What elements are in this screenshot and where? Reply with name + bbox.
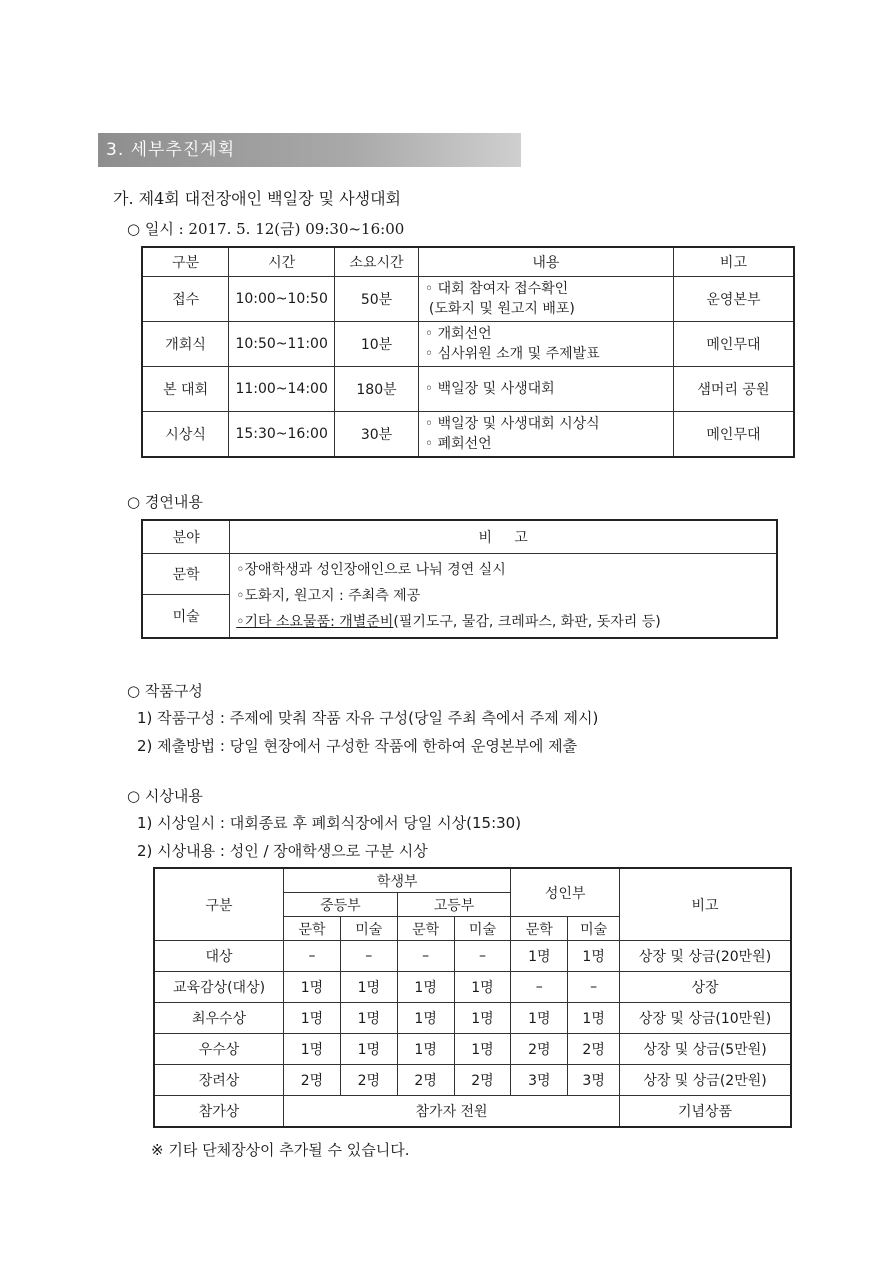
awards-row (154, 1003, 791, 1034)
awards-header-art: 미술 (454, 917, 511, 941)
content-line: ◦ 심사위원 소개 및 주제발표 (424, 346, 600, 362)
schedule-row (142, 412, 794, 458)
award-note: 상장 및 상금(10만원) (620, 1003, 791, 1034)
contest-note-underlined: ◦기타 소요물품: 개별준비 (236, 613, 394, 630)
award-all-participants: 참가자 전원 (284, 1096, 620, 1128)
award-count: 1명 (454, 1003, 511, 1034)
award-count: 1명 (340, 1003, 397, 1034)
schedule-content (418, 367, 673, 412)
award-count: 2명 (284, 1065, 341, 1096)
award-count: 2명 (340, 1065, 397, 1096)
contest-field-art: 미술 (142, 595, 230, 639)
award-count: 1명 (397, 1003, 454, 1034)
schedule-header-category: 구분 (142, 247, 229, 277)
award-count: 3명 (568, 1065, 620, 1096)
award-name: 교육감상(대상) (154, 972, 284, 1003)
contest-field-literature: 문학 (142, 554, 230, 595)
awards-row (154, 972, 791, 1003)
content-line: ◦ 백일장 및 사생대회 시상식 (424, 416, 600, 432)
schedule-row (142, 277, 794, 322)
award-count: 1명 (454, 1034, 511, 1065)
event-date: ○ 일시 : 2017. 5. 12(금) 09:30~16:00 (127, 220, 405, 238)
awards-header-adult: 성인부 (511, 868, 620, 917)
content-line: ◦ 개회선언 (424, 326, 492, 342)
awards-header-row (154, 868, 791, 893)
awards-item: 1) 시상일시 : 대회종료 후 폐회식장에서 당일 시상(15:30) (137, 814, 522, 832)
awards-header-lit: 문학 (284, 917, 341, 941)
award-name: 최우수상 (154, 1003, 284, 1034)
award-name: 장려상 (154, 1065, 284, 1096)
awards-header-middle: 중등부 (284, 893, 398, 917)
awards-header-lit: 문학 (397, 917, 454, 941)
award-count: – (397, 941, 454, 972)
schedule-category: 시상식 (142, 412, 229, 458)
award-count: 2명 (397, 1065, 454, 1096)
contest-note-rest: (필기도구, 물감, 크레파스, 화판, 돗자리 등) (393, 613, 661, 630)
event-heading: 가. 제4회 대전장애인 백일장 및 사생대회 (113, 189, 401, 208)
award-count: 1명 (454, 972, 511, 1003)
award-count: – (511, 972, 568, 1003)
schedule-time: 11:00~14:00 (229, 367, 335, 412)
schedule-table (141, 246, 795, 458)
section-title-banner: 3. 세부추진계획 (98, 133, 521, 167)
award-note: 상장 및 상금(20만원) (620, 941, 791, 972)
awards-header-student: 학생부 (284, 868, 511, 893)
composition-item: 1) 작품구성 : 주제에 맞춰 작품 자유 구성(당일 주최 측에서 주제 제시) (137, 709, 599, 727)
schedule-duration: 10분 (335, 322, 419, 367)
contest-header-row (142, 520, 777, 554)
award-note: 상장 및 상금(2만원) (620, 1065, 791, 1096)
content-line: ◦ 백일장 및 사생대회 (424, 381, 555, 397)
award-count: 1명 (284, 1003, 341, 1034)
award-count: 1명 (511, 1003, 568, 1034)
award-note: 상장 및 상금(5만원) (620, 1034, 791, 1065)
awards-header-note: 비고 (620, 868, 791, 941)
contest-notes (230, 554, 777, 639)
contest-table (141, 519, 778, 639)
schedule-duration: 30분 (335, 412, 419, 458)
contest-note-line: ◦장애학생과 성인장애인으로 나눠 경연 실시 (236, 561, 506, 578)
schedule-note: 메인무대 (673, 322, 794, 367)
schedule-header-content: 내용 (418, 247, 673, 277)
award-count: 1명 (340, 1034, 397, 1065)
awards-header-lit: 문학 (511, 917, 568, 941)
schedule-content (418, 322, 673, 367)
award-count: – (568, 972, 620, 1003)
award-count: 1명 (284, 972, 341, 1003)
awards-item: 2) 시상내용 : 성인 / 장애학생으로 구분 시상 (137, 842, 428, 860)
award-name: 우수상 (154, 1034, 284, 1065)
contest-title: ○ 경연내용 (127, 493, 203, 511)
award-count: 2명 (568, 1034, 620, 1065)
award-note: 상장 (620, 972, 791, 1003)
awards-header-high: 고등부 (397, 893, 511, 917)
award-count: 2명 (511, 1034, 568, 1065)
schedule-duration: 180분 (335, 367, 419, 412)
award-count: 1명 (397, 972, 454, 1003)
awards-table (153, 867, 792, 1128)
awards-title: ○ 시상내용 (127, 787, 203, 805)
award-count: – (340, 941, 397, 972)
composition-item: 2) 제출방법 : 당일 현장에서 구성한 작품에 한하여 운영본부에 제출 (137, 737, 578, 755)
award-count: 1명 (397, 1034, 454, 1065)
schedule-content (418, 412, 673, 458)
schedule-note: 샘머리 공원 (673, 367, 794, 412)
composition-title: ○ 작품구성 (127, 682, 203, 700)
award-count: – (284, 941, 341, 972)
schedule-category: 개회식 (142, 322, 229, 367)
awards-row (154, 1065, 791, 1096)
content-line: ◦ 대회 참여자 접수확인 (424, 281, 569, 297)
schedule-time: 15:30~16:00 (229, 412, 335, 458)
schedule-time: 10:00~10:50 (229, 277, 335, 322)
contest-header-field: 분야 (142, 520, 230, 554)
schedule-content (418, 277, 673, 322)
awards-row (154, 1096, 791, 1128)
award-count: 2명 (454, 1065, 511, 1096)
awards-row (154, 941, 791, 972)
contest-row (142, 554, 777, 595)
award-count: 1명 (568, 1003, 620, 1034)
schedule-duration: 50분 (335, 277, 419, 322)
schedule-header-note: 비고 (673, 247, 794, 277)
schedule-row (142, 322, 794, 367)
schedule-header-row (142, 247, 794, 277)
award-count: – (454, 941, 511, 972)
award-name: 참가상 (154, 1096, 284, 1128)
award-count: 1명 (284, 1034, 341, 1065)
schedule-note: 메인무대 (673, 412, 794, 458)
award-count: 3명 (511, 1065, 568, 1096)
awards-row (154, 1034, 791, 1065)
awards-header-category: 구분 (154, 868, 284, 941)
schedule-note: 운영본부 (673, 277, 794, 322)
schedule-category: 본 대회 (142, 367, 229, 412)
awards-header-art: 미술 (568, 917, 620, 941)
award-name: 대상 (154, 941, 284, 972)
awards-header-art: 미술 (340, 917, 397, 941)
content-line: (도화지 및 원고지 배포) (428, 301, 575, 317)
contest-header-note: 비 고 (230, 520, 777, 554)
schedule-row (142, 367, 794, 412)
award-count: 1명 (511, 941, 568, 972)
award-count: 1명 (568, 941, 620, 972)
award-count: 1명 (340, 972, 397, 1003)
content-line: ◦ 폐회선언 (424, 436, 492, 452)
schedule-header-time: 시간 (229, 247, 335, 277)
schedule-time: 10:50~11:00 (229, 322, 335, 367)
awards-footnote: ※ 기타 단체장상이 추가될 수 있습니다. (151, 1141, 410, 1159)
schedule-header-duration: 소요시간 (335, 247, 419, 277)
schedule-category: 접수 (142, 277, 229, 322)
contest-note-line: ◦도화지, 원고지 : 주최측 제공 (236, 587, 421, 604)
contest-note-line (236, 609, 776, 635)
award-note: 기념상품 (620, 1096, 791, 1128)
